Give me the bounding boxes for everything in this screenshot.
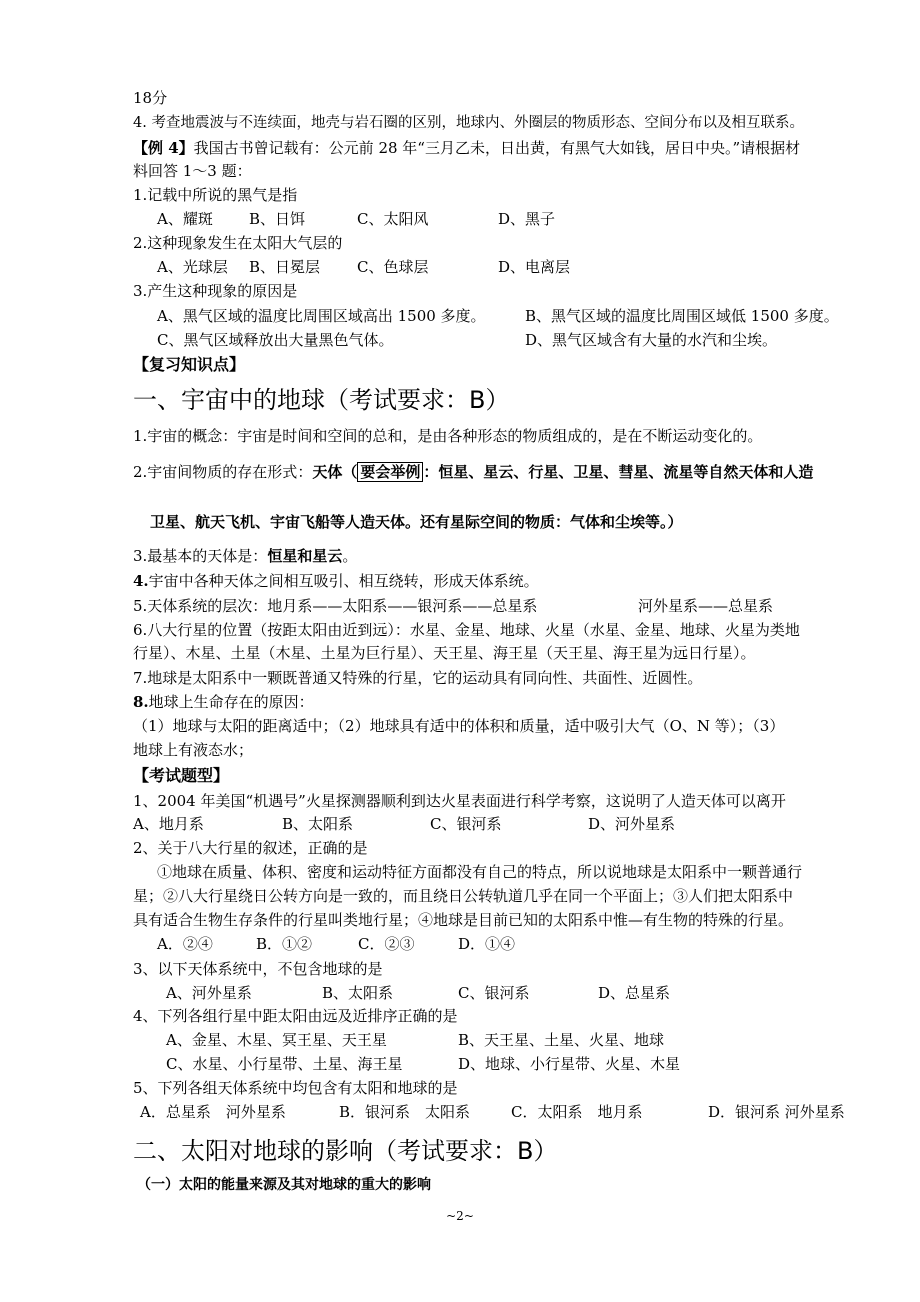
e3-option-a: A、河外星系: [166, 984, 252, 1002]
point-3: [133, 546, 357, 566]
point-2: [133, 462, 813, 482]
question-2: 2.这种现象发生在太阳大气层的: [133, 234, 343, 252]
e3-option-c: C、银河系: [458, 984, 530, 1002]
point-3-bold: 恒星和星云: [267, 547, 343, 565]
e5-option-d: D．银河系 河外星系: [708, 1103, 845, 1121]
example-4-text: 我国古书曾记载有：公元前 28 年“三月乙未，日出黄，有黑气大如钱，居日中央。”请根据材: [193, 139, 801, 157]
q2-option-a: A、光球层: [157, 258, 228, 276]
point-4: [133, 571, 539, 591]
example-4-tag: 【例 4】: [133, 139, 194, 157]
point-8-text: 地球上生命存在的原因：: [148, 693, 314, 711]
point-4-number: 4.: [133, 572, 149, 590]
e2-statement-line-3: 具有适合生物生存条件的行星叫类地行星；④地球是目前已知的太阳系中惟—有生物的特殊的行星。: [133, 911, 794, 929]
point-8-reasons-cont: 地球上有液态水；: [133, 741, 254, 759]
point-3-prefix: 3.最基本的天体是：: [133, 547, 268, 565]
subsection-heading: （一）太阳的能量来源及其对地球的重大的影响: [137, 1177, 431, 1193]
e4-option-a: A、金星、木星、冥王星、天王星: [166, 1031, 387, 1049]
exam-question-5: 5、下列各组天体系统中均包含有太阳和地球的是: [133, 1079, 458, 1097]
point-3-suffix: 。: [342, 547, 358, 565]
e3-option-d: D、总星系: [598, 984, 671, 1002]
e2-statement-line-2: 星；②八大行星绕日公转方向是一致的，而且绕日公转轨道几乎在同一个平面上；③人们把太阳系中: [133, 887, 794, 905]
q1-option-b: B、日饵: [249, 210, 306, 228]
e4-option-d: D、地球、小行星带、火星、木星: [458, 1055, 681, 1073]
exam-question-3: 3、以下天体系统中，不包含地球的是: [133, 960, 383, 978]
point-2-continued: 卫星、航天飞机、宇宙飞船等人造天体。还有星际空间的物质：气体和尘埃等。）: [150, 513, 683, 531]
q2-option-d: D、电离层: [498, 258, 571, 276]
q3-option-a: A、黑气区域的温度比周围区域高出 1500 多度。: [157, 307, 486, 325]
section-heading-1: 一、宇宙中的地球（考试要求：B）: [133, 386, 510, 414]
point-4-text: 宇宙中各种天体之间相互吸引、相互绕转，形成天体系统。: [148, 572, 539, 590]
e5-option-a: A．总星系 河外星系: [140, 1103, 286, 1121]
q1-option-d: D、黑子: [498, 210, 556, 228]
point-5: 5.天体系统的层次：地月系——太阳系——银河系——总星系: [133, 597, 538, 615]
example-4-line-1: [133, 138, 800, 158]
e5-option-c: C．太阳系 地月系: [511, 1103, 643, 1121]
e4-option-c: C、水星、小行星带、土星、海王星: [166, 1055, 403, 1073]
q2-option-b: B、日冕层: [249, 258, 321, 276]
e5-option-b: B．银河系 太阳系: [339, 1103, 471, 1121]
point-7: 7.地球是太阳系中一颗既普通又特殊的行星，它的运动具有同向性、共面性、近圆性。: [133, 669, 703, 687]
point-6-line-1: 6.八大行星的位置（按距太阳由近到远）：水星、金星、地球、火星（水星、金星、地球、火星为类地: [133, 621, 800, 639]
point-2-prefix: 2.宇宙间物质的存在形式：: [133, 463, 313, 481]
point-2-boxed-label: 要会举例: [357, 462, 423, 482]
q3-option-b: B、黑气区域的温度比周围区域低 1500 多度。: [525, 307, 839, 325]
section-heading-2: 二、太阳对地球的影响（考试要求：B）: [133, 1137, 558, 1165]
q2-option-c: C、色球层: [357, 258, 429, 276]
exam-question-4: 4、下列各组行星中距太阳由远及近排序正确的是: [133, 1007, 458, 1025]
e1-option-d: D、河外星系: [588, 815, 676, 833]
point-8: [133, 692, 314, 712]
q1-option-a: A、耀斑: [157, 210, 213, 228]
review-heading: 【复习知识点】: [133, 355, 246, 374]
e2-option-b: B．①②: [256, 935, 313, 953]
e1-option-c: C、银河系: [430, 815, 502, 833]
point-2-bold-1: 天体（: [312, 463, 358, 481]
point-2-bold-2: ：恒星、星云、行星、卫星、彗星、流星等自然天体和人造: [423, 463, 814, 481]
q1-option-c: C、太阳风: [357, 210, 429, 228]
e2-option-d: D．①④: [458, 935, 516, 953]
point-1: 1.宇宙的概念：宇宙是时间和空间的总和，是由各种形态的物质组成的，是在不断运动变化的。: [133, 427, 763, 445]
e1-option-a: A、地月系: [133, 815, 204, 833]
exam-heading: 【考试题型】: [133, 766, 230, 785]
e4-option-b: B、天王星、土星、火星、地球: [458, 1031, 665, 1049]
point-8-number: 8.: [133, 693, 149, 711]
page-number: ~2~: [446, 1209, 474, 1223]
score-line: 18分: [133, 89, 168, 107]
e1-option-b: B、太阳系: [282, 815, 354, 833]
question-1: 1.记载中所说的黑气是指: [133, 186, 298, 204]
exam-question-1: 1、2004 年美国“机遇号”火星探测器顺利到达火星表面进行科学考察，这说明了人造天体可以离开: [133, 792, 786, 810]
question-3: 3.产生这种现象的原因是: [133, 282, 298, 300]
exam-item-4: 4. 考查地震波与不连续面，地壳与岩石圈的区别，地球内、外圈层的物质形态、空间分布以及相互联系。: [133, 115, 804, 131]
e2-option-a: A．②④: [157, 935, 213, 953]
example-4-line-2: 料回答 1～3 题：: [133, 162, 252, 180]
point-5-branch: 河外星系——总星系: [638, 597, 774, 615]
e3-option-b: B、太阳系: [322, 984, 394, 1002]
e2-statement-line-1: ①地球在质量、体积、密度和运动特征方面都没有自己的特点，所以说地球是太阳系中一颗普通行: [157, 863, 803, 881]
point-8-reasons: （1）地球与太阳的距离适中；（2）地球具有适中的体积和质量，适中吸引大气（O、N 等）；（3）: [133, 717, 785, 735]
exam-question-2: 2、关于八大行星的叙述，正确的是: [133, 839, 368, 857]
e2-option-c: C．②③: [358, 935, 415, 953]
q3-option-d: D、黑气区域含有大量的水汽和尘埃。: [525, 331, 778, 349]
point-6-line-2: 行星）、木星、土星（木星、土星为巨行星）、天王星、海王星（天王星、海王星为远日行星）。: [133, 644, 756, 662]
q3-option-c: C、黑气区域释放出大量黑色气体。: [157, 331, 394, 349]
